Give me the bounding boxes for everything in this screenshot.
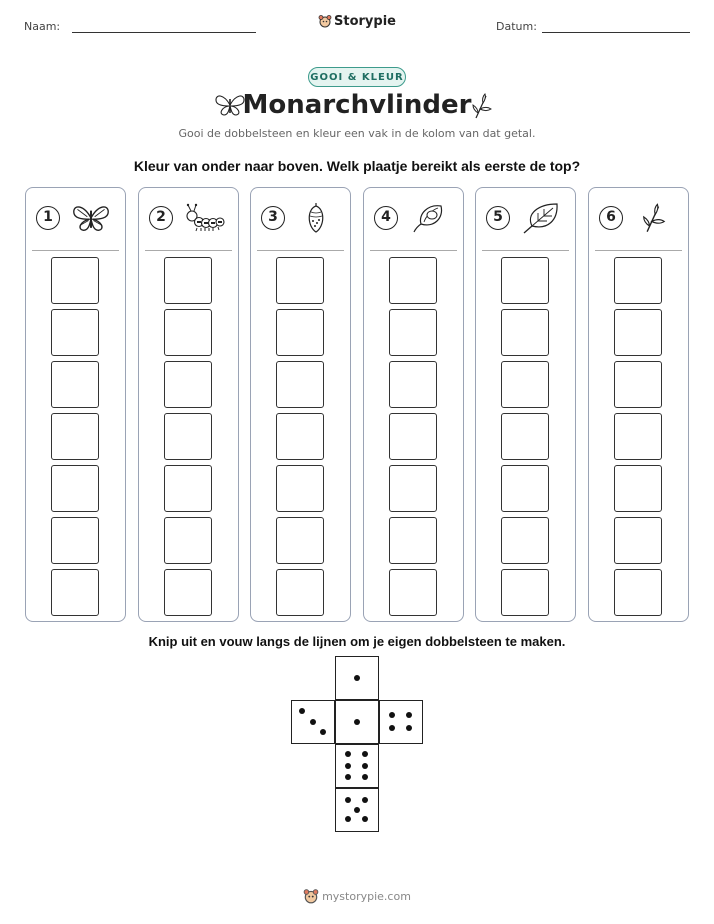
color-cell[interactable] xyxy=(501,361,549,408)
color-cell[interactable] xyxy=(614,465,662,512)
die-pip xyxy=(362,774,368,780)
name-line[interactable] xyxy=(72,32,256,33)
color-cell[interactable] xyxy=(276,361,324,408)
date-label: Datum: xyxy=(496,20,537,33)
die-face-3 xyxy=(291,700,335,744)
die-pip xyxy=(345,797,351,803)
column-6 xyxy=(588,187,689,622)
color-cell[interactable] xyxy=(51,517,99,564)
die-face-1 xyxy=(335,700,379,744)
color-cell[interactable] xyxy=(389,361,437,408)
color-cell[interactable] xyxy=(164,309,212,356)
brand-name: Storypie xyxy=(334,14,396,29)
die-face-5 xyxy=(335,788,379,832)
color-cell[interactable] xyxy=(164,413,212,460)
die-number-badge: 2 xyxy=(149,206,173,230)
die-instruction: Knip uit en vouw langs de lijnen om je eigen dobbelsteen te maken. xyxy=(148,634,566,649)
die-pip xyxy=(345,763,351,769)
color-cell[interactable] xyxy=(501,517,549,564)
date-line[interactable] xyxy=(542,32,690,33)
color-cell[interactable] xyxy=(164,257,212,304)
color-cell[interactable] xyxy=(164,569,212,616)
color-cell[interactable] xyxy=(501,413,549,460)
color-cell[interactable] xyxy=(276,309,324,356)
color-cell[interactable] xyxy=(389,465,437,512)
color-cell[interactable] xyxy=(51,361,99,408)
color-cell[interactable] xyxy=(51,465,99,512)
butterfly-icon xyxy=(214,92,246,118)
die-pip xyxy=(354,675,360,681)
column-2 xyxy=(138,187,239,622)
column-1 xyxy=(25,187,126,622)
column-divider xyxy=(595,250,682,251)
color-cell[interactable] xyxy=(164,361,212,408)
column-header xyxy=(364,188,463,250)
color-cell[interactable] xyxy=(614,413,662,460)
die-pip xyxy=(345,774,351,780)
column-divider xyxy=(32,250,119,251)
footer-url: mystorypie.com xyxy=(322,890,411,903)
milkweed-icon xyxy=(470,92,494,120)
die-pip xyxy=(406,725,412,731)
color-cell[interactable] xyxy=(51,413,99,460)
storypie-mascot-icon xyxy=(303,888,319,904)
color-cell[interactable] xyxy=(276,413,324,460)
color-cell[interactable] xyxy=(614,257,662,304)
die-pip xyxy=(389,725,395,731)
column-divider xyxy=(257,250,344,251)
page-subtitle: Gooi de dobbelsteen en kleur een vak in de kolom van dat getal. xyxy=(178,127,536,140)
die-face-6 xyxy=(335,744,379,788)
color-cell[interactable] xyxy=(614,569,662,616)
column-divider xyxy=(482,250,569,251)
column-divider xyxy=(145,250,232,251)
column-divider xyxy=(370,250,457,251)
leaf-icon xyxy=(520,202,562,238)
color-cell[interactable] xyxy=(501,465,549,512)
page-title: Monarchvlinder xyxy=(242,90,472,120)
color-cell[interactable] xyxy=(276,517,324,564)
color-cell[interactable] xyxy=(276,465,324,512)
column-3 xyxy=(250,187,351,622)
column-5 xyxy=(475,187,576,622)
die-pip xyxy=(354,807,360,813)
footer xyxy=(0,888,714,904)
game-instruction: Kleur van onder naar boven. Welk plaatje bereikt als eerste de top? xyxy=(133,158,581,174)
butterfly-icon xyxy=(70,202,112,238)
caterpillar-icon xyxy=(183,202,225,238)
column-header xyxy=(589,188,688,250)
die-pip xyxy=(345,751,351,757)
die-pip xyxy=(345,816,351,822)
color-cell[interactable] xyxy=(501,309,549,356)
color-cell[interactable] xyxy=(501,257,549,304)
chrysalis-icon xyxy=(295,202,337,238)
milkweed-icon xyxy=(633,202,675,238)
die-number-badge: 1 xyxy=(36,206,60,230)
color-cell[interactable] xyxy=(164,465,212,512)
color-cell[interactable] xyxy=(51,309,99,356)
color-cell[interactable] xyxy=(501,569,549,616)
activity-badge: GOOI & KLEUR xyxy=(308,67,406,87)
color-cell[interactable] xyxy=(51,257,99,304)
color-cell[interactable] xyxy=(389,413,437,460)
column-header xyxy=(251,188,350,250)
name-label: Naam: xyxy=(24,20,61,33)
column-4 xyxy=(363,187,464,622)
die-pip xyxy=(310,719,316,725)
color-cell[interactable] xyxy=(614,309,662,356)
die-pip xyxy=(354,719,360,725)
color-cell[interactable] xyxy=(389,569,437,616)
seed-pod-icon xyxy=(408,202,450,238)
die-pip xyxy=(362,797,368,803)
color-cell[interactable] xyxy=(614,517,662,564)
color-cell[interactable] xyxy=(389,517,437,564)
color-cell[interactable] xyxy=(164,517,212,564)
die-pip xyxy=(299,708,305,714)
brand-logo xyxy=(0,14,714,29)
die-number-badge: 5 xyxy=(486,206,510,230)
die-number-badge: 3 xyxy=(261,206,285,230)
die-number-badge: 4 xyxy=(374,206,398,230)
color-cell[interactable] xyxy=(51,569,99,616)
die-face-4 xyxy=(379,700,423,744)
die-pip xyxy=(362,763,368,769)
color-cell[interactable] xyxy=(276,569,324,616)
color-cell[interactable] xyxy=(276,257,324,304)
color-cell[interactable] xyxy=(614,361,662,408)
column-header xyxy=(476,188,575,250)
column-header xyxy=(26,188,125,250)
die-face-1 xyxy=(335,656,379,700)
die-pip xyxy=(389,712,395,718)
color-cell[interactable] xyxy=(389,309,437,356)
die-pip xyxy=(362,751,368,757)
die-pip xyxy=(406,712,412,718)
die-number-badge: 6 xyxy=(599,206,623,230)
column-header xyxy=(139,188,238,250)
color-cell[interactable] xyxy=(389,257,437,304)
die-pip xyxy=(320,729,326,735)
storypie-mascot-icon xyxy=(318,14,332,28)
die-pip xyxy=(362,816,368,822)
